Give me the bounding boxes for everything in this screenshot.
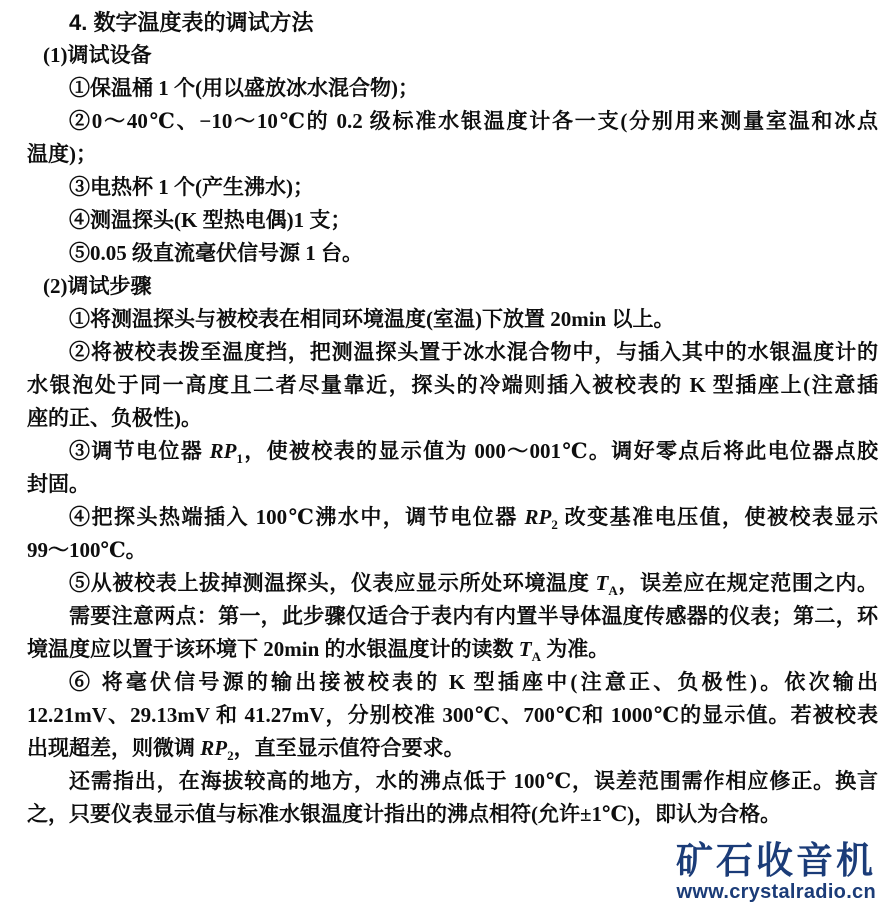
section-heading: 4. 数字温度表的调试方法 xyxy=(69,10,314,35)
text-line: ④测温探头(K 型热电偶)1 支； xyxy=(69,208,352,232)
text-line: 出现超差，则微调 $RP_2$，直至显示值符合要求。 xyxy=(27,736,465,763)
text-block xyxy=(27,6,878,831)
text-line: ①保温桶 1 个(用以盛放冰水混合物)； xyxy=(69,76,419,100)
text-line: 12.21mV、29.13mV 和 41.27mV，分别校准 300℃、700℃和 1000℃的显示值。若被校表 xyxy=(27,703,878,727)
text-line: 需要注意两点：第一，此步骤仅适合于表内有内置半导体温度传感器的仪表；第二，环 xyxy=(69,604,878,628)
text-line: 还需指出，在海拔较高的地方，水的沸点低于 100℃，误差范围需作相应修正。换言 xyxy=(69,769,878,793)
text-line: ③电热杯 1 个(产生沸水)； xyxy=(69,175,314,199)
text-line: ⑤从被校表上拔掉测温探头，仪表应显示所处环境温度 $T_A$，误差应在规定范围之内。 xyxy=(69,571,878,598)
text-line: ②将被校表拨至温度挡，把测温探头置于冰水混合物中，与插入其中的水银温度计的 xyxy=(69,340,878,364)
text-line: ⑥ 将毫伏信号源的输出接被校表的 K 型插座中(注意正、负极性)。依次输出 xyxy=(69,670,878,694)
text-line: 99～100℃。 xyxy=(27,538,147,562)
text-line: 座的正、负极性)。 xyxy=(27,406,202,430)
text-line: (1)调试设备 xyxy=(43,43,152,67)
text-line: ③调节电位器 $RP_1$，使被校表的显示值为 000～001℃。调好零点后将此电位器点胶 xyxy=(69,439,878,466)
text-line: ⑤0.05 级直流毫伏信号源 1 台。 xyxy=(69,241,363,265)
text-line: ②0～40℃、−10～10℃的 0.2 级标准水银温度计各一支(分别用来测量室温和冰点 xyxy=(69,109,878,133)
text-line: 封固。 xyxy=(27,472,90,496)
text-line: ①将测温探头与被校表在相同环境温度(室温)下放置 20min 以上。 xyxy=(69,307,675,331)
text-line: 境温度应以置于该环境下 20min 的水银温度计的读数 $T_A$ 为准。 xyxy=(27,637,610,664)
text-line: (2)调试步骤 xyxy=(43,274,152,298)
watermark-url: www.crystalradio.cn xyxy=(676,881,876,903)
text-line: ④把探头热端插入 100℃沸水中，调节电位器 $RP_2$ 改变基准电压值，使被校表显示 xyxy=(69,505,878,532)
text-line: 水银泡处于同一高度且二者尽量靠近，探头的冷端则插入被校表的 K 型插座上(注意插 xyxy=(27,373,878,397)
text-line: 温度)； xyxy=(27,142,97,166)
text-line: 之，只要仪表显示值与标准水银温度计指出的沸点相符(允许±1℃)，即认为合格。 xyxy=(27,802,782,826)
crystalradio-logo: 矿石收音机 xyxy=(676,840,876,881)
watermark xyxy=(676,841,876,903)
